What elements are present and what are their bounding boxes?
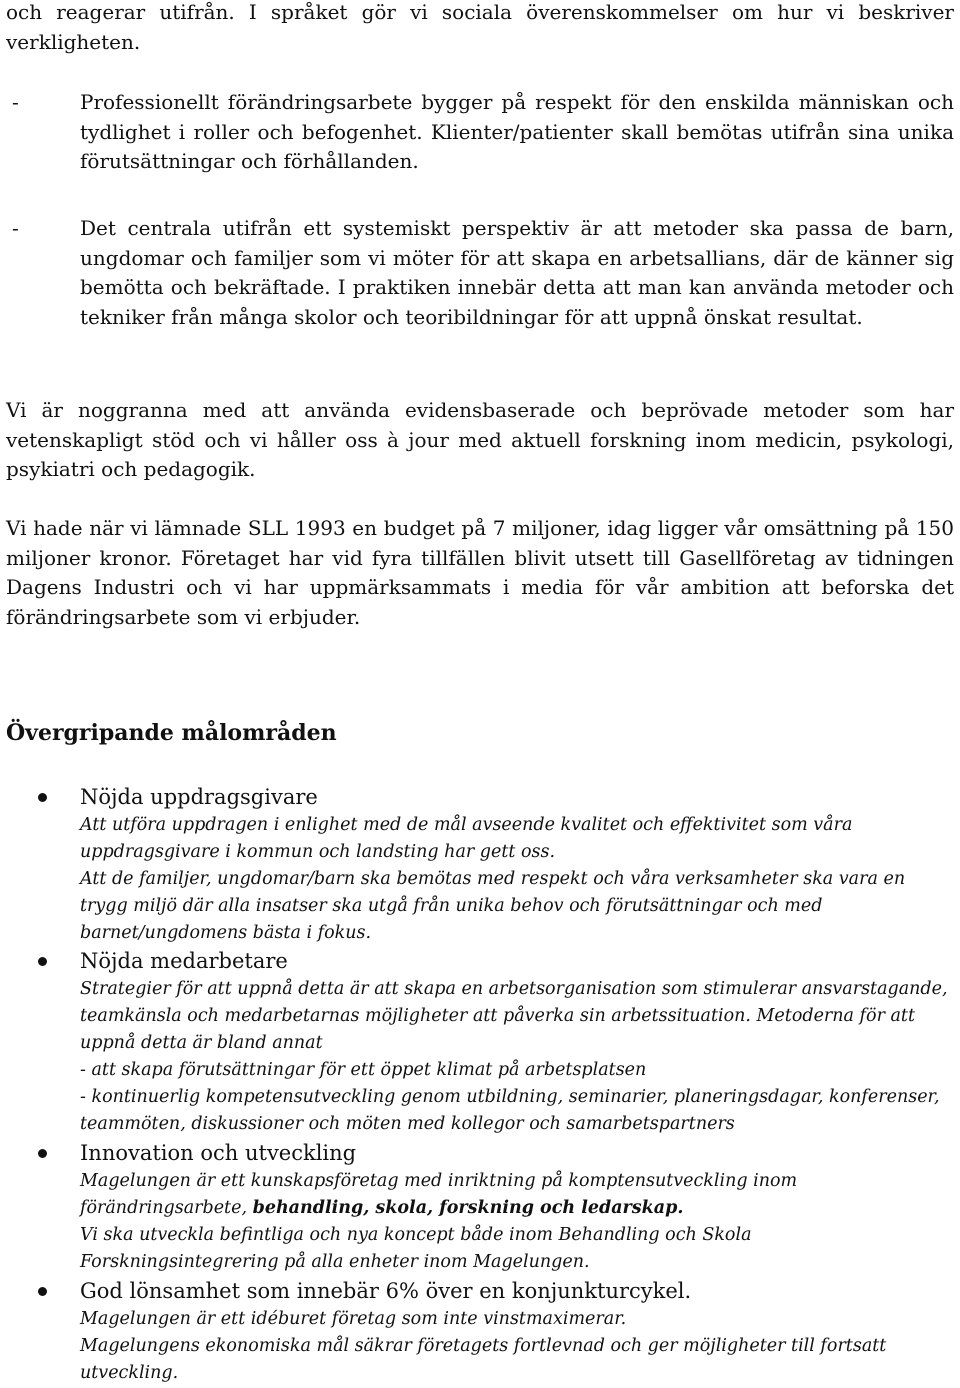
goal-title: God lönsamhet som innebär 6% över en konjunkturcykel. [80,1279,692,1303]
goal-title: Nöjda medarbetare [80,949,288,973]
goal-line: Att utföra uppdragen i enlighet med de mål avseende kvalitet och effektivitet som våra uppdragsgivare i kommun och landsting har gett oss. [80,815,853,862]
dash-list-item [6,214,954,332]
goal-line: Vi ska utveckla befintliga och nya koncept både inom Behandling och Skola [80,1225,752,1245]
goal-line [80,1168,950,1222]
goal-line: Att de familjer, ungdomar/barn ska bemötas med respekt och våra verksamheter ska vara en trygg miljö där alla insatser ska utgå från unika behov och förutsättningar och med barnet/ungdomens bästa i fokus. [80,869,906,943]
goal-line-text: Magelungen är ett kunskapsföretag med inriktning på komptensutveckling inom förändringsarbete, [80,1171,798,1218]
bullet-icon [38,1149,47,1158]
bullet-icon [38,957,47,966]
goal-title: Innovation och utveckling [80,1141,357,1165]
dash-list-item [6,88,954,177]
goal-title: Nöjda uppdragsgivare [80,785,318,809]
section-heading: Övergripande målområden [6,720,337,746]
goal-line: Magelungen är ett idéburet företag som inte vinstmaximerar. [80,1309,627,1329]
goal-description [80,1306,950,1387]
goal-line: Forskningsintegrering på alla enheter inom Magelungen. [80,1252,590,1272]
bullet-icon [38,1287,47,1296]
goal-line-bold-text: behandling, skola, forskning och ledarskap. [252,1198,684,1218]
dash-marker: - [12,216,19,240]
evidence-paragraph: Vi är noggranna med att använda evidensbaserade och beprövade metoder som har vetenskapligt stöd och vi håller oss à jour med aktuell forskning inom medicin, psykologi, psykiatri och pedagogik. [6,398,954,481]
dash-item-text: Professionellt förändringsarbete bygger på respekt för den enskilda människan och tydlighet i roller och befogenhet. Klienter/patienter skall bemötas utifrån sina unika förutsättningar och förhållanden. [80,90,954,173]
dash-marker: - [12,90,19,114]
goal-line: - att skapa förutsättningar för ett öppet klimat på arbetsplatsen [80,1060,647,1080]
goal-line: Strategier för att uppnå detta är att skapa en arbetsorganisation som stimulerar ansvarstagande, teamkänsla och medarbetarnas möjligheter att påverka sin arbetssituation. Metoderna för att uppnå detta är bland annat [80,979,948,1053]
goal-description [80,1168,950,1276]
budget-paragraph: Vi hade när vi lämnade SLL 1993 en budget på 7 miljoner, idag ligger vår omsättning på 150 miljoner kronor. Företaget har vid fyra tillfällen blivit utsett till Gasellföretag av tidningen Dagens Industri och vi har uppmärksammats i media för vår ambition att beforska det förändringsarbete som vi erbjuder. [6,516,954,629]
goal-line: Magelungens ekonomiska mål säkrar företagets fortlevnad och ger möjligheter till fortsatt utveckling. [80,1336,887,1383]
goal-description [80,812,950,947]
goal-description [80,976,950,1138]
goal-line: - kontinuerlig kompetensutveckling genom utbildning, seminarier, planeringsdagar, konferenser, teammöten, diskussioner och möten med kollegor och samarbetspartners [80,1087,940,1134]
intro-paragraph: och reagerar utifrån. I språket gör vi sociala överenskommelser om hur vi beskriver verkligheten. [6,0,954,54]
bullet-icon [38,793,47,802]
dash-item-text: Det centrala utifrån ett systemiskt perspektiv är att metoder ska passa de barn, ungdomar och familjer som vi möter för att skapa en arbetsallians, där de känner sig bemötta och bekräftade. I praktiken innebär detta att man kan använda metoder och tekniker från många skolor och teoribildningar för att uppnå önskat resultat. [80,216,954,329]
